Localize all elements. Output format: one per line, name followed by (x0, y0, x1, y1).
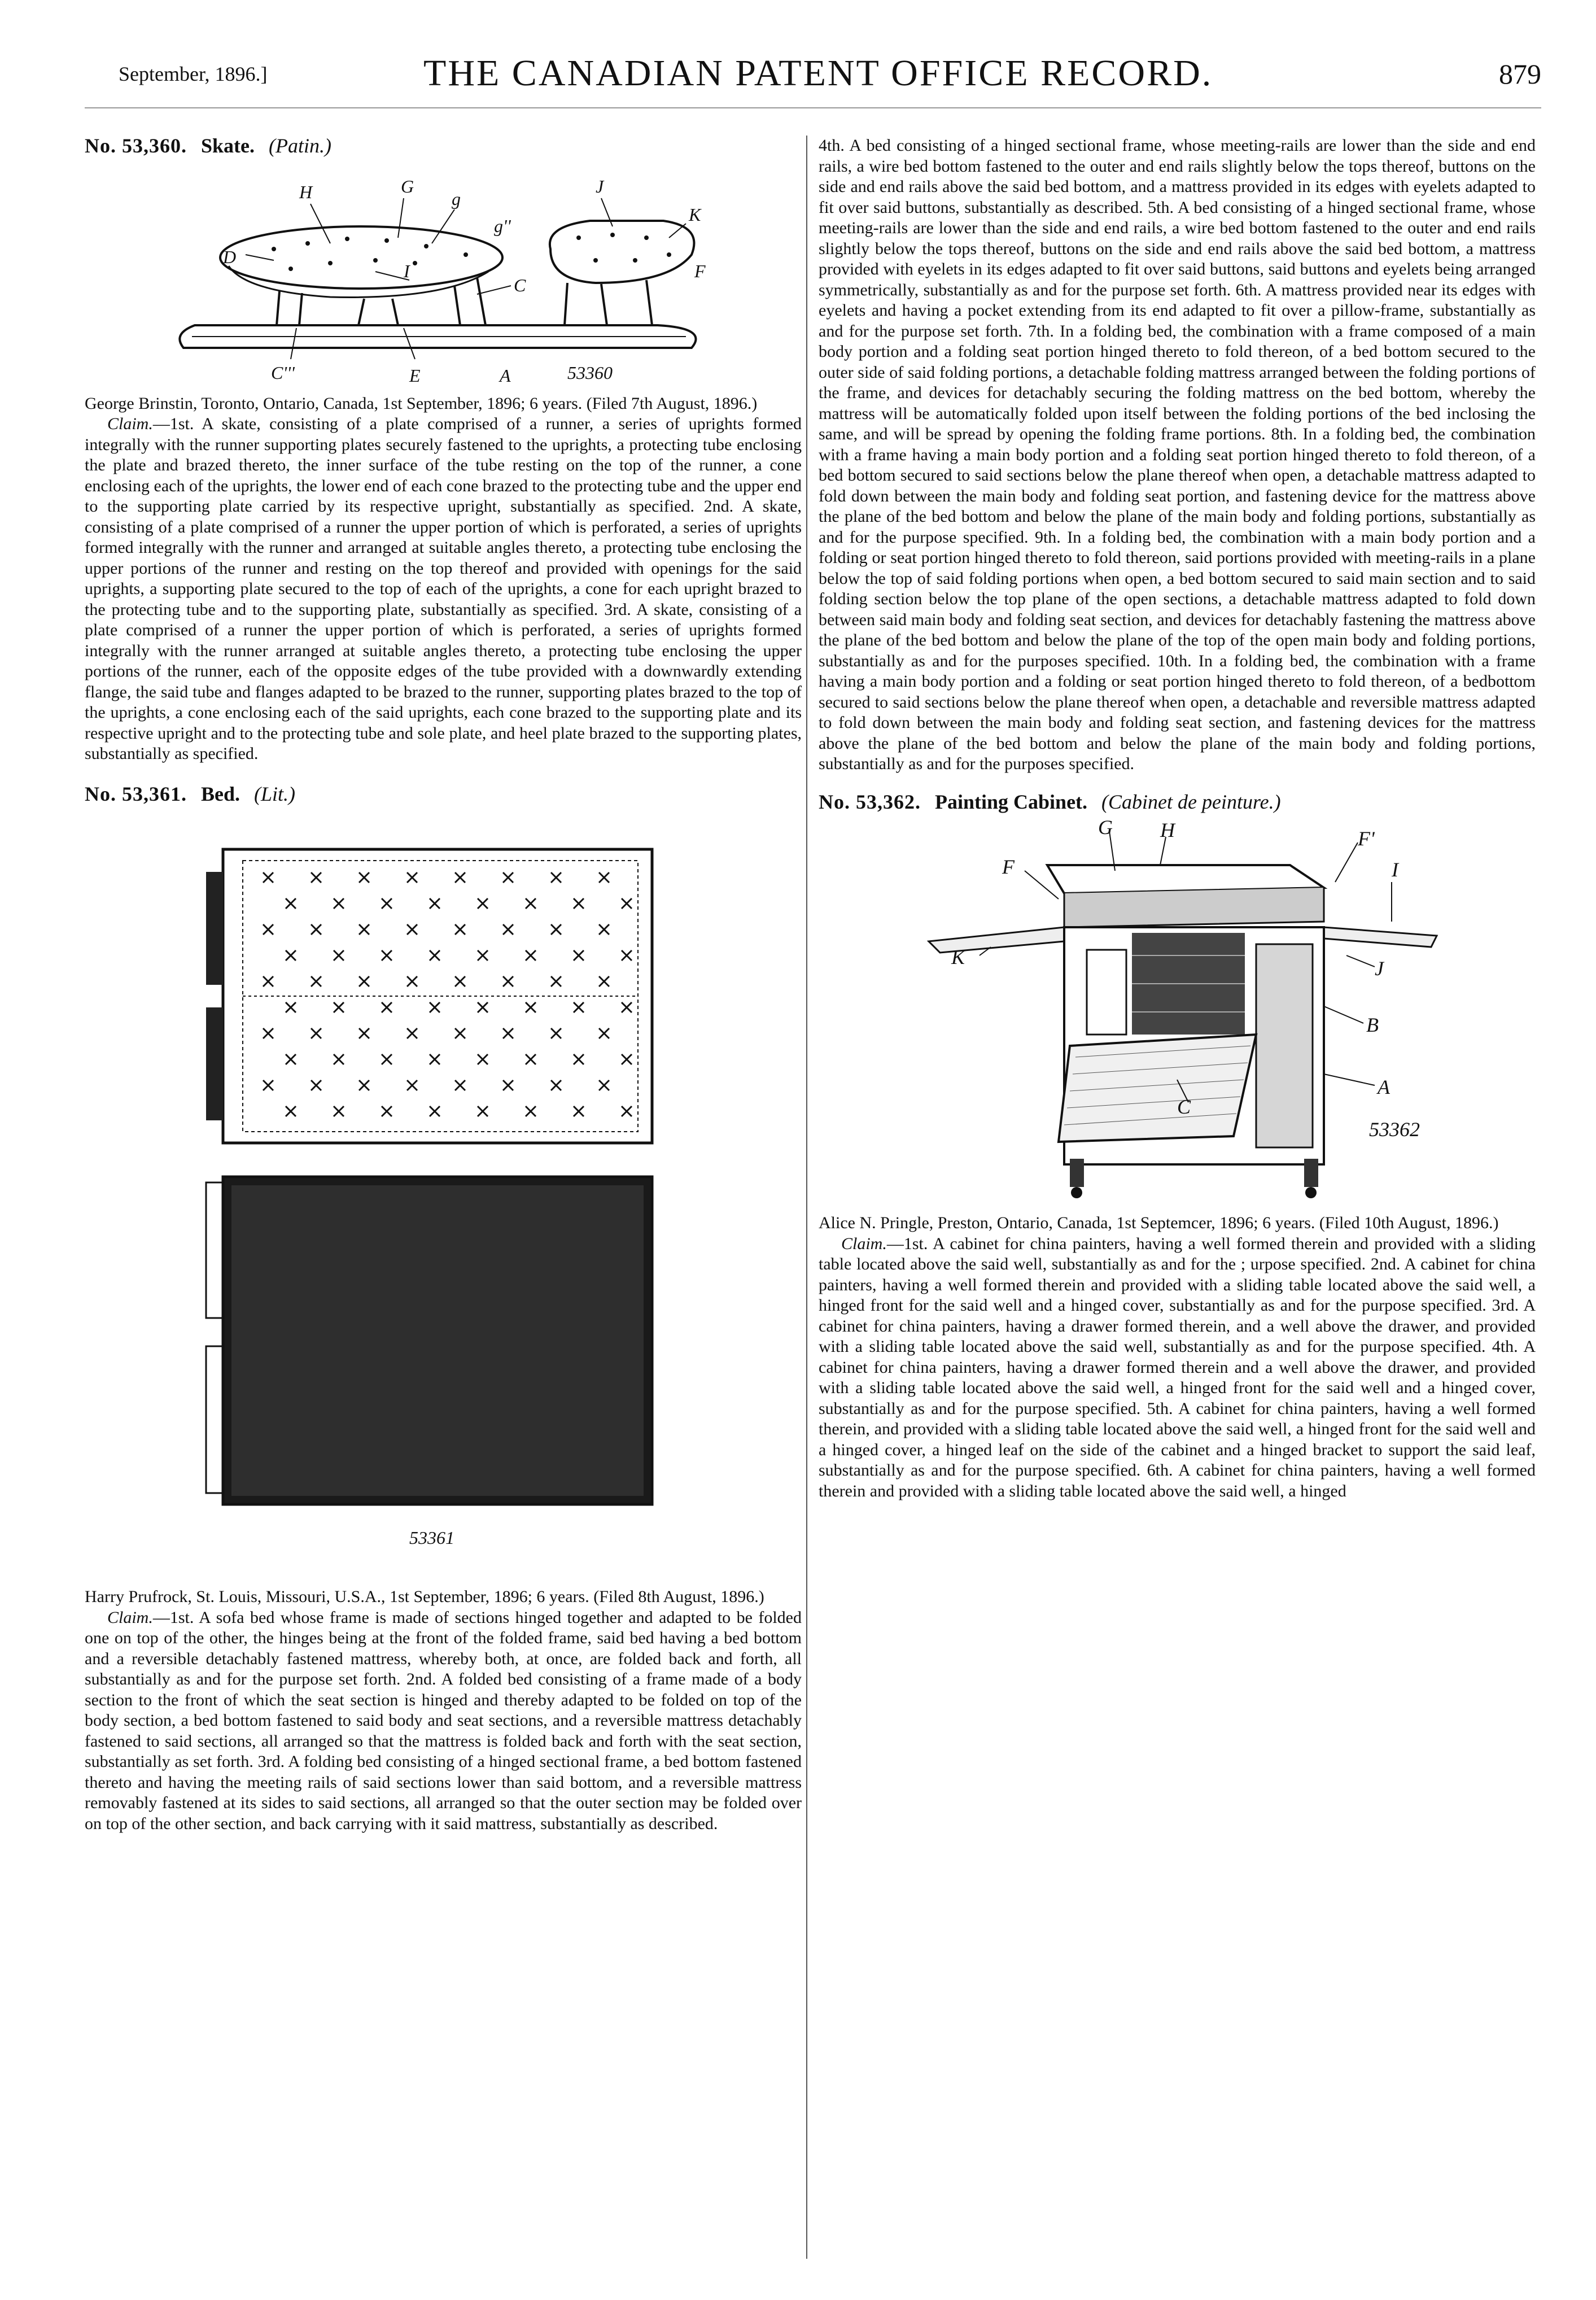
cabinet-label-g: G (1098, 820, 1113, 839)
tuft-mark (599, 1080, 609, 1090)
cabinet-label-a: A (1378, 1076, 1390, 1098)
skate-label-g: G (401, 176, 414, 197)
skate-label-j: J (596, 176, 604, 197)
tuft-mark (430, 1054, 440, 1064)
tuft-mark (359, 1028, 369, 1038)
cabinet-label-f-prime: F' (1358, 827, 1375, 850)
tuft-mark (551, 1028, 561, 1038)
tuft-mark (263, 924, 273, 935)
patent-entry-bed (85, 784, 802, 1835)
tuft-mark (455, 1028, 465, 1038)
bed-claims-continued: 4th. A bed consisting of a hinged sectional frame, whose meeting-rails are lower than the side and end rails, a wire bed bottom fastened to the outer and end rails slightly below the tops thereof, buttons on the side and end rails above the said bed bottom, and a mattress provided in its edges with eyelets adapted to fit over said buttons, substantially as described. 5th. A bed consisting of a hinged sectional frame, whose meeting-rails are lower than the side and end rails, a wire bed bottom fastened to the outer and end rails slightly below the tops thereof, buttons on the side and end rails above the said bed bottom, a mattress provided with eyelets in its edges adapted to fit over said buttons, said buttons and eyelets being arranged symmetrically, substantially as and for the purpose set forth. 6th. A mattress provided near its edges with eyelets and having a pocket extending from its end adapted to fit over a pillow-frame, substantially as and for the purpose set forth. 7th. In a folding bed, the combination with a frame composed of a main body portion and a folding seat portion hinged thereto to fold thereon, of a bed bottom secured to the outer side of said folding portions, a detachable folding mattress arranged between the folding portions of the frame, and devices for detachably securing the folding mattress on the bed bottom, whereby the mattress will be automatically folded upon itself between the folding portions of the bed inclosing the same, and will be spread by opening the folding frame portions. 8th. In a folding bed, the combination with a frame having a main body portion and a folding seat portion hinged thereto to fold thereon, of a bed bottom secured to said sections below the plane thereof when open, a detachable mattress adapted to fold down between the main body and folding seat portion, and fastening device for the mattress above the plane of the bed bottom and below the plane of the main body and folding portions, substantially as and for the purpose specified. 9th. In a folding bed, the combination with a main body portion and a folding or seat portion hinged thereto to fold thereon, said portions provided with meeting-rails in a plane below the top of said folding portions when open, a bed bottom secured to said main section and to said folding section below the top plane of the open sections, a detachable mattress adapted to fold down between said main body and folding seat section, and devices for detachably fastening the mattress above the plane of the bed bottom and below the plane of the top of the open main body and folding portions, substantially as and for the purposes specified. 10th. In a folding bed, the combination with a frame having a main body portion and a folding or seat portion hinged thereto to fold thereon, of a bedbottom secured to said sections below the plane thereof when open, a detachable and reversible mattress adapted to fold down between the main body and folding seat section, and fastening devices for the mattress above the plane of the bed bottom and below the plane of the main body and folding portions, substantially as and for the purposes specified. (819, 136, 1536, 773)
claims-text: —1st. A sofa bed whose frame is made of sections hinged together and adapted to be folded one on top of the other, the hinges being at the front of the folded frame, said bed having a bed bottom and a reversible detachably fastened mattress, whereby both, at once, are folded back and forth, all substantially as and for the purpose set forth. 2nd. A folded bed consisting of a frame made of a body section to the front of which the seat section is hinged and thereby adapted to be folded on top of the body section, a bed bottom fastened to said body and seat sections, and a reversible mattress detachably fastened to said sections, all arranged so that the mattress is folded back and forth with the seat section, substantially as set forth. 3rd. A folding bed consisting of a hinged sectional frame, a bed bottom fastened thereto and having the meeting rails of said sections lower than said bottom, and a reversible mattress removably fastened at its sides to said sections, all arranged so that the outer section may be folded over on top of the other section, and back carrying with it said mattress, substantially as described. (85, 1608, 802, 1833)
skate-label-c-triple: C''' (271, 362, 295, 383)
tuft-mark (455, 872, 465, 883)
journal-title: THE CANADIAN PATENT OFFICE RECORD. (423, 53, 1213, 94)
tuft-mark (526, 950, 536, 961)
patent-number: No. 53,361. (85, 782, 187, 805)
column-divider (806, 136, 807, 2259)
patent-inventor: Alice N. Pringle, Preston, Ontario, Canada, 1st Septemcer, 1896; 6 years. (Filed 10th August, 1896.) (819, 1214, 1499, 1232)
tuft-mark (503, 872, 513, 883)
tuft-mark (526, 1106, 536, 1116)
patent-claims (85, 414, 802, 765)
patent-name-french: (Patin.) (269, 134, 331, 157)
tuft-mark (478, 1002, 488, 1012)
page-number: 879 (1499, 58, 1541, 90)
tuft-mark (359, 872, 369, 883)
tuft-mark (455, 1080, 465, 1090)
skate-label-e: E (409, 365, 421, 385)
tuft-mark (503, 1080, 513, 1090)
skate-figure-number: 53360 (567, 362, 613, 383)
tuft-mark (334, 898, 344, 909)
patent-claims (85, 1608, 802, 1835)
tuft-mark (407, 872, 417, 883)
tuft-mark (574, 898, 584, 909)
tuft-mark (311, 976, 321, 987)
skate-label-g-small: g (452, 188, 461, 209)
right-column (819, 136, 1536, 1502)
tuft-mark (311, 924, 321, 935)
tuft-mark (622, 1002, 632, 1012)
patent-claims (819, 1234, 1536, 1502)
patent-name: Skate. (201, 134, 255, 157)
tuft-mark (455, 976, 465, 987)
claim-label: Claim. (841, 1234, 887, 1253)
tuft-mark (478, 1106, 488, 1116)
claim-label: Claim. (107, 414, 153, 433)
tuft-mark (551, 1080, 561, 1090)
tuft-mark (263, 976, 273, 987)
cabinet-figure-number: 53362 (1369, 1118, 1420, 1141)
tuft-mark (526, 1054, 536, 1064)
tuft-mark (430, 1002, 440, 1012)
tuft-mark (263, 1080, 273, 1090)
tuft-mark (286, 1002, 296, 1012)
tuft-mark (622, 1106, 632, 1116)
tuft-mark (551, 976, 561, 987)
tuft-mark (311, 1080, 321, 1090)
tuft-mark (382, 898, 392, 909)
tuft-mark (407, 1080, 417, 1090)
tuft-mark (599, 872, 609, 883)
tuft-mark (407, 1028, 417, 1038)
skate-label-k: K (689, 204, 701, 225)
patent-name-french: (Lit.) (254, 782, 296, 805)
tuft-mark (622, 1054, 632, 1064)
tuft-mark (551, 924, 561, 935)
tuft-mark (334, 1106, 344, 1116)
tuft-mark (574, 1054, 584, 1064)
skate-label-g-prime: g'' (494, 215, 511, 236)
claims-text: —1st. A cabinet for china painters, having a well formed therein and provided with a sliding table located above the said well, substantially as and for the ; urpose specified. 2nd. A cabinet for china painters, having a well formed therein and provided with a sliding table located above the said well, a hinged front for the said well and a hinged cover, substantially as and for the purpose specified. 3rd. A cabinet for china painters, having a drawer formed therein, and a well above the drawer, and provided with a sliding table located above the said well, substantially as and for the purpose specified. 4th. A cabinet for china painters, having a drawer formed therein and a well above the drawer, and provided with a sliding table located above the said well, a hinged front for the said well and a hinged cover, substantially as and for the purpose specified. 5th. A cabinet for china painters, having a well formed therein, and provided with a sliding table located above the said well, a hinged front for the said well and a hinged cover, a hinged leaf on the side of the cabinet and a hinged bracket to support the said leaf, substantially as and for the purpose specified. 6th. A cabinet for china painters, having a well formed therein and provided with a sliding table located above the said well, a hinged (819, 1234, 1536, 1500)
tuft-mark (526, 1002, 536, 1012)
tuft-mark (503, 976, 513, 987)
patent-heading (85, 784, 802, 805)
tuft-mark (478, 950, 488, 961)
patent-name: Painting Cabinet. (935, 790, 1088, 813)
tuft-mark (286, 950, 296, 961)
tuft-mark (503, 1028, 513, 1038)
tuft-mark (263, 1028, 273, 1038)
patent-heading (85, 136, 802, 156)
header-rule (85, 107, 1541, 108)
tuft-mark (622, 950, 632, 961)
tuft-mark (622, 898, 632, 909)
cabinet-label-c: C (1177, 1096, 1191, 1118)
skate-label-c: C (514, 274, 526, 295)
tuft-mark (503, 924, 513, 935)
cabinet-label-h: H (1160, 820, 1175, 841)
tuft-mark (382, 1002, 392, 1012)
tuft-mark (382, 950, 392, 961)
tuft-mark (526, 898, 536, 909)
tuft-mark (407, 976, 417, 987)
tuft-mark (599, 924, 609, 935)
tuft-mark (574, 1106, 584, 1116)
patent-number: No. 53,360. (85, 134, 187, 157)
patent-inventor: Harry Prufrock, St. Louis, Missouri, U.S.A., 1st September, 1896; 6 years. (Filed 8th August, 1896.) (85, 1587, 764, 1606)
tuft-mark (359, 924, 369, 935)
patent-number: No. 53,362. (819, 790, 921, 813)
patent-entry-painting-cabinet (819, 792, 1536, 1502)
patent-name-french: (Cabinet de peinture.) (1101, 790, 1281, 813)
patent-heading (819, 792, 1536, 813)
tuft-mark (311, 1028, 321, 1038)
tuft-mark (574, 950, 584, 961)
skate-label-f: F (694, 260, 706, 281)
tuft-mark (286, 1106, 296, 1116)
cabinet-label-k: K (951, 946, 965, 968)
tuft-mark (359, 1080, 369, 1090)
tuft-mark (311, 872, 321, 883)
tuft-mark (478, 1054, 488, 1064)
tuft-mark (407, 924, 417, 935)
skate-label-a: A (500, 365, 511, 385)
bed-figure (189, 838, 697, 1578)
tuft-mark (574, 1002, 584, 1012)
tuft-mark (430, 898, 440, 909)
tuft-mark (382, 1106, 392, 1116)
claim-label: Claim. (107, 1608, 153, 1627)
skate-figure (161, 164, 725, 385)
cabinet-label-b: B (1366, 1014, 1379, 1036)
cabinet-figure (895, 820, 1459, 1204)
header-date: September, 1896.] (119, 63, 268, 85)
skate-label-d: D (223, 246, 237, 267)
tuft-mark (551, 872, 561, 883)
patent-name: Bed. (201, 782, 241, 805)
tuft-mark (430, 1106, 440, 1116)
tuft-mark (478, 898, 488, 909)
page-header (119, 52, 1541, 103)
cabinet-label-j: J (1375, 957, 1384, 980)
bed-figure-number: 53361 (409, 1527, 454, 1548)
tuft-mark (359, 976, 369, 987)
skate-label-i: I (404, 260, 410, 281)
mattress-tufts (263, 872, 632, 1116)
tuft-mark (286, 1054, 296, 1064)
tuft-mark (263, 872, 273, 883)
cabinet-label-f: F (1002, 856, 1015, 878)
tuft-mark (382, 1054, 392, 1064)
tuft-mark (455, 924, 465, 935)
tuft-mark (599, 976, 609, 987)
patent-entry-skate (85, 136, 802, 765)
tuft-mark (599, 1028, 609, 1038)
tuft-mark (334, 1002, 344, 1012)
claims-text: —1st. A skate, consisting of a plate comprised of a runner, a series of uprights formed integrally with the runner supporting plates securely fastened to the uprights, a protecting tube enclosing the plate and brazed thereto, the inner surface of the tube resting on the top of the runner, a cone enclosing each of the uprights, the lower end of each cone brazed to the protecting tube and the upper end to the supporting plate carried by its respective upright, substantially as specified. 2nd. A skate, consisting of a plate comprised of a runner the upper portion of which is perforated, a series of uprights formed integrally with the runner and arranged at suitable angles thereto, a protecting tube enclosing the upper portions of the runner and resting on the top thereof and provided with openings for the said uprights, a supporting plate secured to the top of each of the uprights, a cone for each upright brazed to the protecting tube and to the supporting plate, substantially as specified. 3rd. A skate, consisting of a plate comprised of a runner the upper portion of which is perforated, a series of uprights formed integrally with the runner arranged at suitable angles thereto, a protecting tube enclosing the upper portions of the runner, each of the opposite edges of the tube provided with a downwardly extending flange, the said tube and flanges adapted to be brazed to the runner, supporting plates brazed to the top of the uprights, a cone enclosing each of the said uprights, each cone brazed to the supporting plate and its respective upright and to the protecting tube and sole plate, and heel plate brazed to the supporting plates, substantially as specified. (85, 414, 802, 763)
cabinet-label-i: I (1392, 858, 1398, 881)
tuft-mark (334, 950, 344, 961)
tuft-mark (334, 1054, 344, 1064)
patent-inventor: George Brinstin, Toronto, Ontario, Canada, 1st September, 1896; 6 years. (Filed 7th August, 1896.) (85, 394, 758, 413)
skate-label-h: H (299, 181, 313, 202)
tuft-mark (286, 898, 296, 909)
left-column (85, 136, 802, 1834)
tuft-mark (430, 950, 440, 961)
